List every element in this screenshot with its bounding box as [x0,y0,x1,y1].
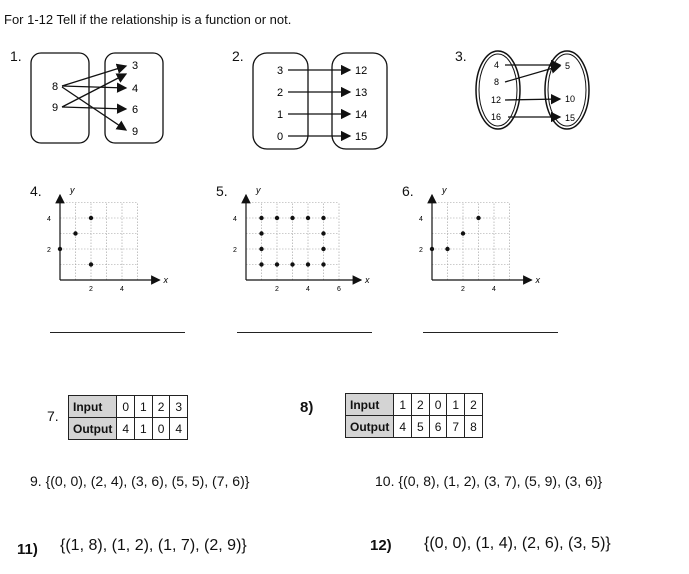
p2-domain-0: 0 [277,131,284,143]
problem-2-mapping [250,50,395,154]
p2-range-13: 13 [355,87,368,99]
p3-domain-12: 12 [491,95,502,105]
table-cell: 1 [135,418,153,440]
p3-range-15: 15 [565,113,576,123]
p3-arrow [505,99,560,100]
y-tick-label: 2 [233,247,237,254]
answer-line-4 [50,332,185,333]
y-tick-label: 2 [419,247,423,254]
x-axis-label: x [163,275,168,285]
p3-domain-4: 4 [494,60,500,70]
data-point [290,216,294,220]
problem-11: {(1, 8), (1, 2), (1, 7), (2, 9)} [60,537,247,554]
table-cell: 0 [152,418,170,440]
input-label: Input [346,394,394,416]
problem-7-table [68,395,188,440]
problem-12-number: 12) [370,537,392,554]
y-axis-label: y [256,185,261,195]
x-tick-label: 4 [492,286,496,293]
answer-line-5 [237,332,372,333]
problem-3-number: 3. [455,48,467,64]
data-point [259,262,263,266]
y-axis-label: y [70,185,75,195]
x-tick-label: 2 [89,286,93,293]
p3-range-10: 10 [565,94,576,104]
problem-4-number: 4. [30,183,42,199]
x-tick-label: 4 [306,286,310,293]
instructions-title: For 1-12 Tell if the relationship is a function or not. [4,12,292,27]
p1-range-4: 4 [132,83,139,95]
problem-8-number: 8) [300,399,314,416]
table-cell: 2 [152,396,170,418]
x-tick-label: 4 [120,286,124,293]
problem-3-mapping [472,48,597,138]
data-point [445,247,449,251]
data-point [89,216,93,220]
data-point [89,262,93,266]
data-point [306,216,310,220]
table-cell: 1 [135,396,153,418]
problem-2-number: 2. [232,48,244,64]
p2-range-14: 14 [355,109,368,121]
data-point [275,216,279,220]
table-cell: 2 [412,394,430,416]
data-point [321,216,325,220]
y-tick-label: 2 [47,247,51,254]
table-cell: 1 [394,394,412,416]
data-point [476,216,480,220]
p1-domain-9: 9 [52,102,59,114]
data-point [321,262,325,266]
table-cell: 1 [447,394,465,416]
data-point [58,247,62,251]
p2-range-15: 15 [355,131,368,143]
data-point [306,262,310,266]
table-cell: 2 [465,394,483,416]
data-point [321,247,325,251]
data-point [259,247,263,251]
y-tick-label: 4 [47,216,51,223]
problem-6-number: 6. [402,183,414,199]
output-label: Output [346,416,394,438]
p2-range-12: 12 [355,65,368,77]
problem-4-graph [40,183,170,303]
x-tick-label: 6 [337,286,341,293]
x-tick-label: 2 [275,286,279,293]
problem-1-number: 1. [10,48,22,64]
p2-domain-1: 1 [277,109,284,121]
p1-range-9: 9 [132,126,139,138]
p1-domain-8: 8 [52,81,59,93]
y-tick-label: 4 [419,216,423,223]
answer-line-6 [423,332,558,333]
p3-range-5: 5 [565,61,571,71]
problem-5-number: 5. [216,183,228,199]
p1-arrow [62,86,126,88]
p1-arrow [62,66,126,86]
data-point [275,262,279,266]
x-axis-label: x [535,275,540,285]
table-cell: 4 [117,418,135,440]
p3-domain-8: 8 [494,77,500,87]
p1-range-3: 3 [132,60,139,72]
data-point [321,231,325,235]
problem-8-table [345,393,483,438]
y-axis-label: y [442,185,447,195]
p1-range-6: 6 [132,104,139,116]
problem-11-number: 11) [17,541,38,558]
p2-domain-3: 3 [277,65,284,77]
data-point [430,247,434,251]
data-point [259,216,263,220]
problem-9: 9. {(0, 0), (2, 4), (3, 6), (5, 5), (7, 6)} [30,473,250,489]
table-cell: 6 [429,416,447,438]
output-label: Output [69,418,117,440]
x-tick-label: 2 [461,286,465,293]
x-axis-label: x [365,275,370,285]
problem-6-graph [412,183,542,303]
p2-domain-2: 2 [277,87,284,99]
data-point [461,231,465,235]
data-point [290,262,294,266]
table-cell: 7 [447,416,465,438]
table-cell: 0 [117,396,135,418]
p1-arrow [62,74,126,107]
problem-10: 10. {(0, 8), (1, 2), (3, 7), (5, 9), (3, 6)} [375,473,603,489]
problem-5-graph [226,183,376,303]
table-cell: 3 [170,396,188,418]
problem-1-mapping [28,50,168,150]
data-point [73,231,77,235]
data-point [259,231,263,235]
y-tick-label: 4 [233,216,237,223]
table-cell: 0 [429,394,447,416]
table-cell: 4 [394,416,412,438]
table-cell: 5 [412,416,430,438]
p3-domain-16: 16 [491,112,502,122]
input-label: Input [69,396,117,418]
problem-12: {(0, 0), (1, 4), (2, 6), (3, 5)} [424,535,611,552]
problem-7-number: 7. [47,408,59,424]
table-cell: 4 [170,418,188,440]
table-cell: 8 [465,416,483,438]
